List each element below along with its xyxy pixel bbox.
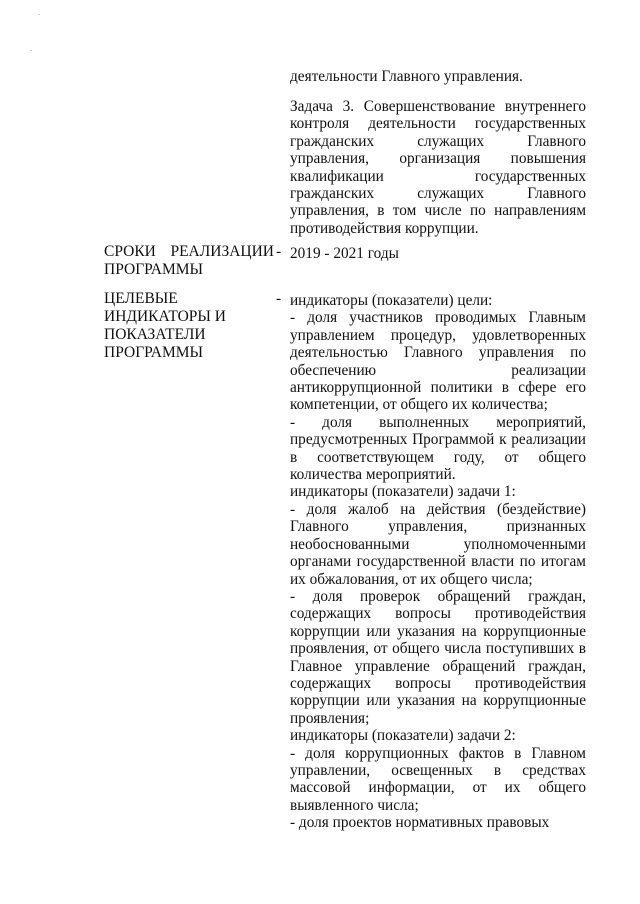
- indicator-item: - доля проверок обращений граждан, содержащих вопросы противодействия коррупции или указания на коррупционные проявления, от общего числа поступивших в Главное управление обращений граждан, содержащих вопросы противодействия коррупции или указания на коррупционные проявления;: [290, 587, 586, 727]
- continuation-text: деятельности Главного управления.: [290, 68, 523, 85]
- scan-speck: [38, 14, 40, 15]
- continuation-block: [290, 68, 586, 85]
- terms-dash: -: [276, 243, 282, 260]
- indicators-goal-heading: индикаторы (показатели) цели:: [290, 292, 493, 309]
- task3-text: Задача 3. Совершенствование внутреннего контроля деятельности государственных гражданских служащих Главного управления, организация повышения квалификации государственных гражданских служащих Главного управления, в том числе по направлениям противодействия коррупции.: [290, 98, 586, 237]
- terms-value: 2019 - 2021 годы: [290, 245, 399, 262]
- indicator-item: - доля жалоб на действия (бездействие) Главного управления, признанных необоснованными уполномоченными органами государственной власти по итогам их обжалования, от их общего числа;: [290, 500, 586, 588]
- indicators-label: ЦЕЛЕВЫЕ ИНДИКАТОРЫ И ПОКАЗАТЕЛИ ПРОГРАММЫ: [104, 290, 226, 361]
- indicator-item: - доля участников проводимых Главным управлением процедур, удовлетворенных деятельностью Главного управления по обеспечению реализации антикоррупционной политики в сфере его компетенции, от общего их количества;: [290, 309, 586, 414]
- scan-speck: [30, 50, 32, 51]
- indicators-block: [290, 292, 586, 832]
- indicator-item: - доля выполненных мероприятий, предусмотренных Программой к реализации в соответствующем году, от общего количества мероприятий.: [290, 413, 586, 484]
- task3-block: [290, 98, 586, 237]
- indicators-task1-heading: индикаторы (показатели) задачи 1:: [290, 483, 516, 501]
- terms-value-block: [290, 245, 586, 262]
- indicators-dash: -: [276, 290, 282, 307]
- indicator-item: - доля проектов нормативных правовых: [290, 814, 550, 832]
- indicators-task2-heading: индикаторы (показатели) задачи 2:: [290, 727, 516, 745]
- indicator-item: - доля коррупционных фактов в Главном управлении, освещенных в средствах массовой информации, от их общего выявленного числа;: [290, 744, 586, 814]
- terms-label: СРОКИ РЕАЛИЗАЦИИ ПРОГРАММЫ: [104, 243, 274, 278]
